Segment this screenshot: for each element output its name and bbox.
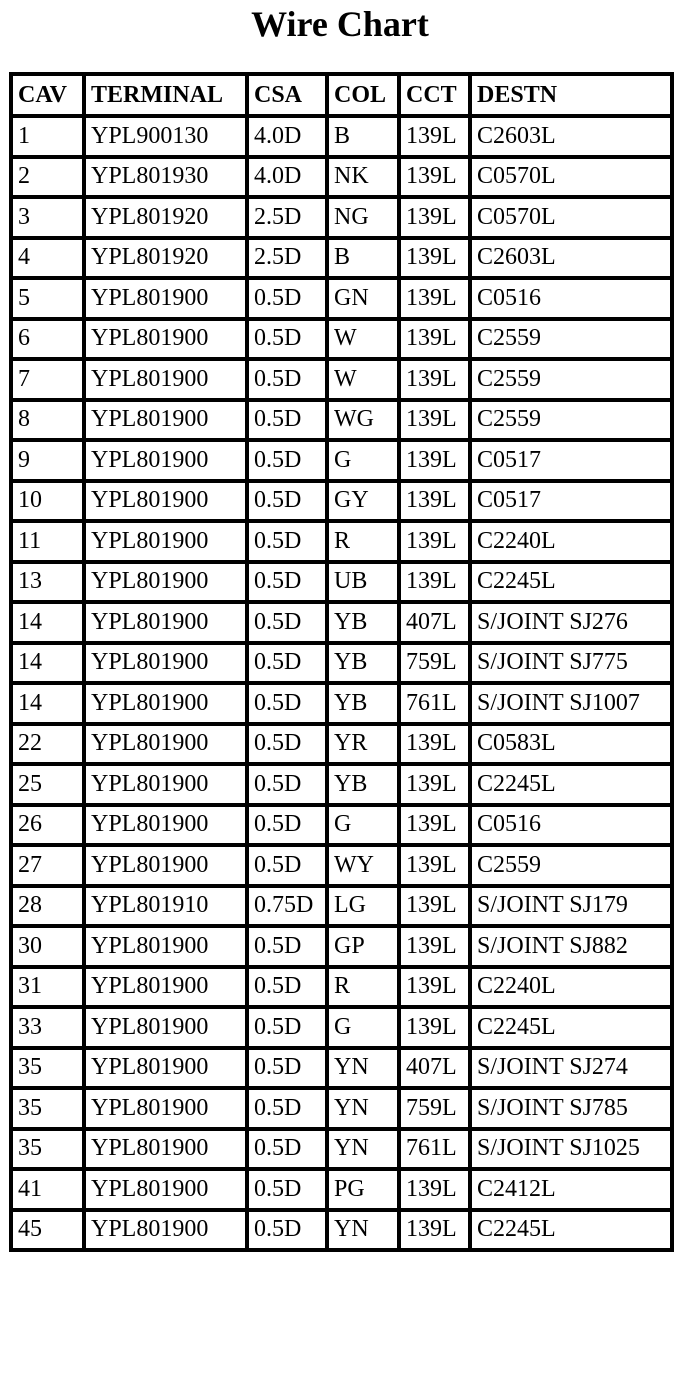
cell-cct: 139L (401, 1171, 472, 1212)
cell-csa: 0.5D (249, 1171, 329, 1212)
cell-cct: 139L (401, 564, 472, 605)
cell-cav: 1 (13, 118, 86, 159)
cell-col: B (329, 240, 401, 281)
cell-cav: 45 (13, 1212, 86, 1253)
cell-cct: 759L (401, 1090, 472, 1131)
cell-terminal: YPL801900 (86, 483, 249, 524)
cell-csa: 0.5D (249, 1009, 329, 1050)
cell-terminal: YPL801900 (86, 442, 249, 483)
cell-destn: S/JOINT SJ274 (472, 1050, 674, 1091)
cell-cav: 4 (13, 240, 86, 281)
cell-cct: 139L (401, 483, 472, 524)
cell-csa: 4.0D (249, 159, 329, 200)
cell-terminal: YPL801920 (86, 199, 249, 240)
cell-cct: 139L (401, 726, 472, 767)
cell-terminal: YPL801900 (86, 604, 249, 645)
cell-cct: 139L (401, 402, 472, 443)
cell-destn: C2603L (472, 240, 674, 281)
cell-destn: C2559 (472, 321, 674, 362)
cell-csa: 0.5D (249, 361, 329, 402)
cell-col: YB (329, 604, 401, 645)
cell-terminal: YPL801900 (86, 645, 249, 686)
cell-csa: 0.5D (249, 280, 329, 321)
cell-cav: 7 (13, 361, 86, 402)
cell-csa: 0.5D (249, 483, 329, 524)
table-row (13, 523, 674, 564)
cell-cav: 22 (13, 726, 86, 767)
cell-terminal: YPL801900 (86, 1131, 249, 1172)
cell-terminal: YPL801900 (86, 1212, 249, 1253)
cell-col: GN (329, 280, 401, 321)
cell-cav: 2 (13, 159, 86, 200)
table-row (13, 240, 674, 281)
cell-terminal: YPL801900 (86, 685, 249, 726)
cell-destn: S/JOINT SJ785 (472, 1090, 674, 1131)
table-row (13, 321, 674, 362)
cell-destn: C2603L (472, 118, 674, 159)
table-row (13, 604, 674, 645)
cell-cav: 35 (13, 1050, 86, 1091)
cell-cct: 139L (401, 928, 472, 969)
table-row (13, 402, 674, 443)
cell-cct: 139L (401, 766, 472, 807)
cell-csa: 0.5D (249, 1131, 329, 1172)
cell-csa: 0.5D (249, 685, 329, 726)
table-row (13, 280, 674, 321)
cell-cct: 139L (401, 199, 472, 240)
cell-col: YB (329, 685, 401, 726)
cell-cav: 35 (13, 1131, 86, 1172)
cell-csa: 0.5D (249, 766, 329, 807)
cell-terminal: YPL801900 (86, 1009, 249, 1050)
cell-terminal: YPL801900 (86, 928, 249, 969)
cell-cct: 139L (401, 807, 472, 848)
cell-destn: C2240L (472, 523, 674, 564)
cell-csa: 0.5D (249, 402, 329, 443)
cell-cct: 139L (401, 969, 472, 1010)
cell-col: LG (329, 888, 401, 929)
cell-destn: C2559 (472, 361, 674, 402)
table-row (13, 483, 674, 524)
cell-cct: 139L (401, 442, 472, 483)
cell-cav: 14 (13, 645, 86, 686)
header-destn: DESTN (472, 76, 674, 118)
cell-destn: C2412L (472, 1171, 674, 1212)
cell-terminal: YPL801900 (86, 402, 249, 443)
header-row (13, 76, 674, 118)
cell-terminal: YPL801900 (86, 321, 249, 362)
cell-cav: 25 (13, 766, 86, 807)
cell-cav: 28 (13, 888, 86, 929)
table-row (13, 766, 674, 807)
cell-csa: 0.5D (249, 969, 329, 1010)
cell-cav: 14 (13, 685, 86, 726)
cell-cav: 10 (13, 483, 86, 524)
table-row (13, 1212, 674, 1253)
table-row (13, 645, 674, 686)
cell-cct: 139L (401, 888, 472, 929)
cell-cct: 759L (401, 645, 472, 686)
cell-csa: 0.5D (249, 321, 329, 362)
table-row (13, 847, 674, 888)
cell-csa: 2.5D (249, 240, 329, 281)
page-title: Wire Chart (251, 4, 429, 44)
cell-cav: 27 (13, 847, 86, 888)
table-row (13, 1050, 674, 1091)
table-row (13, 685, 674, 726)
cell-terminal: YPL801910 (86, 888, 249, 929)
cell-destn: C0517 (472, 442, 674, 483)
cell-destn: C2245L (472, 766, 674, 807)
cell-col: YN (329, 1050, 401, 1091)
cell-terminal: YPL801900 (86, 969, 249, 1010)
cell-col: W (329, 361, 401, 402)
table-row (13, 1009, 674, 1050)
cell-col: YB (329, 766, 401, 807)
cell-col: GP (329, 928, 401, 969)
cell-destn: C2559 (472, 847, 674, 888)
cell-csa: 0.5D (249, 726, 329, 767)
cell-terminal: YPL801900 (86, 361, 249, 402)
cell-csa: 0.5D (249, 807, 329, 848)
cell-cct: 761L (401, 685, 472, 726)
table-row (13, 1090, 674, 1131)
cell-csa: 0.75D (249, 888, 329, 929)
cell-destn: C2245L (472, 1009, 674, 1050)
cell-col: NG (329, 199, 401, 240)
cell-csa: 0.5D (249, 442, 329, 483)
cell-col: WY (329, 847, 401, 888)
table-row (13, 361, 674, 402)
cell-cct: 139L (401, 1009, 472, 1050)
table-row (13, 1131, 674, 1172)
table-row (13, 969, 674, 1010)
cell-csa: 0.5D (249, 928, 329, 969)
cell-destn: C0516 (472, 807, 674, 848)
header-terminal: TERMINAL (86, 76, 249, 118)
cell-csa: 0.5D (249, 1090, 329, 1131)
cell-csa: 0.5D (249, 645, 329, 686)
cell-col: W (329, 321, 401, 362)
cell-destn: C0516 (472, 280, 674, 321)
cell-terminal: YPL801900 (86, 523, 249, 564)
cell-cct: 407L (401, 1050, 472, 1091)
cell-col: YN (329, 1090, 401, 1131)
cell-destn: C0517 (472, 483, 674, 524)
cell-cct: 139L (401, 361, 472, 402)
cell-cct: 139L (401, 321, 472, 362)
cell-col: YB (329, 645, 401, 686)
table-row (13, 118, 674, 159)
cell-col: YN (329, 1131, 401, 1172)
cell-cct: 761L (401, 1131, 472, 1172)
cell-col: B (329, 118, 401, 159)
cell-cct: 139L (401, 159, 472, 200)
cell-destn: C0583L (472, 726, 674, 767)
cell-terminal: YPL801920 (86, 240, 249, 281)
cell-terminal: YPL801900 (86, 807, 249, 848)
cell-col: R (329, 523, 401, 564)
cell-col: R (329, 969, 401, 1010)
cell-terminal: YPL900130 (86, 118, 249, 159)
cell-csa: 2.5D (249, 199, 329, 240)
cell-col: WG (329, 402, 401, 443)
cell-cav: 30 (13, 928, 86, 969)
cell-terminal: YPL801900 (86, 564, 249, 605)
cell-cav: 14 (13, 604, 86, 645)
header-csa: CSA (249, 76, 329, 118)
cell-terminal: YPL801900 (86, 766, 249, 807)
cell-cct: 139L (401, 118, 472, 159)
cell-destn: C2245L (472, 1212, 674, 1253)
table-row (13, 928, 674, 969)
header-col: COL (329, 76, 401, 118)
cell-csa: 4.0D (249, 118, 329, 159)
cell-col: YR (329, 726, 401, 767)
wire-chart-table (9, 72, 674, 1252)
cell-col: PG (329, 1171, 401, 1212)
header-cav: CAV (13, 76, 86, 118)
cell-csa: 0.5D (249, 1050, 329, 1091)
cell-destn: S/JOINT SJ1007 (472, 685, 674, 726)
cell-csa: 0.5D (249, 1212, 329, 1253)
cell-terminal: YPL801900 (86, 726, 249, 767)
table-row (13, 1171, 674, 1212)
cell-terminal: YPL801900 (86, 1171, 249, 1212)
cell-col: UB (329, 564, 401, 605)
cell-cav: 6 (13, 321, 86, 362)
cell-cav: 8 (13, 402, 86, 443)
cell-cct: 139L (401, 1212, 472, 1253)
cell-terminal: YPL801930 (86, 159, 249, 200)
cell-cct: 139L (401, 523, 472, 564)
cell-csa: 0.5D (249, 604, 329, 645)
cell-cav: 13 (13, 564, 86, 605)
table-row (13, 442, 674, 483)
cell-terminal: YPL801900 (86, 1050, 249, 1091)
cell-destn: S/JOINT SJ1025 (472, 1131, 674, 1172)
cell-col: YN (329, 1212, 401, 1253)
cell-cav: 31 (13, 969, 86, 1010)
cell-csa: 0.5D (249, 847, 329, 888)
cell-cct: 139L (401, 280, 472, 321)
cell-col: NK (329, 159, 401, 200)
cell-terminal: YPL801900 (86, 1090, 249, 1131)
cell-cav: 35 (13, 1090, 86, 1131)
cell-cav: 11 (13, 523, 86, 564)
table-row (13, 807, 674, 848)
cell-col: GY (329, 483, 401, 524)
cell-csa: 0.5D (249, 523, 329, 564)
cell-cav: 9 (13, 442, 86, 483)
cell-col: G (329, 807, 401, 848)
cell-cav: 33 (13, 1009, 86, 1050)
cell-destn: C2245L (472, 564, 674, 605)
cell-destn: S/JOINT SJ179 (472, 888, 674, 929)
table-row (13, 159, 674, 200)
cell-cav: 5 (13, 280, 86, 321)
cell-cct: 407L (401, 604, 472, 645)
header-cct: CCT (401, 76, 472, 118)
cell-destn: C0570L (472, 159, 674, 200)
table-row (13, 726, 674, 767)
cell-cct: 139L (401, 240, 472, 281)
cell-destn: C2559 (472, 402, 674, 443)
cell-destn: S/JOINT SJ882 (472, 928, 674, 969)
cell-destn: C0570L (472, 199, 674, 240)
cell-csa: 0.5D (249, 564, 329, 605)
table-row (13, 564, 674, 605)
cell-destn: S/JOINT SJ775 (472, 645, 674, 686)
cell-col: G (329, 442, 401, 483)
cell-cav: 26 (13, 807, 86, 848)
cell-cct: 139L (401, 847, 472, 888)
cell-cav: 41 (13, 1171, 86, 1212)
cell-cav: 3 (13, 199, 86, 240)
cell-terminal: YPL801900 (86, 847, 249, 888)
cell-terminal: YPL801900 (86, 280, 249, 321)
cell-col: G (329, 1009, 401, 1050)
table-body (13, 118, 674, 1252)
table-row (13, 888, 674, 929)
cell-destn: C2240L (472, 969, 674, 1010)
table-row (13, 199, 674, 240)
cell-destn: S/JOINT SJ276 (472, 604, 674, 645)
